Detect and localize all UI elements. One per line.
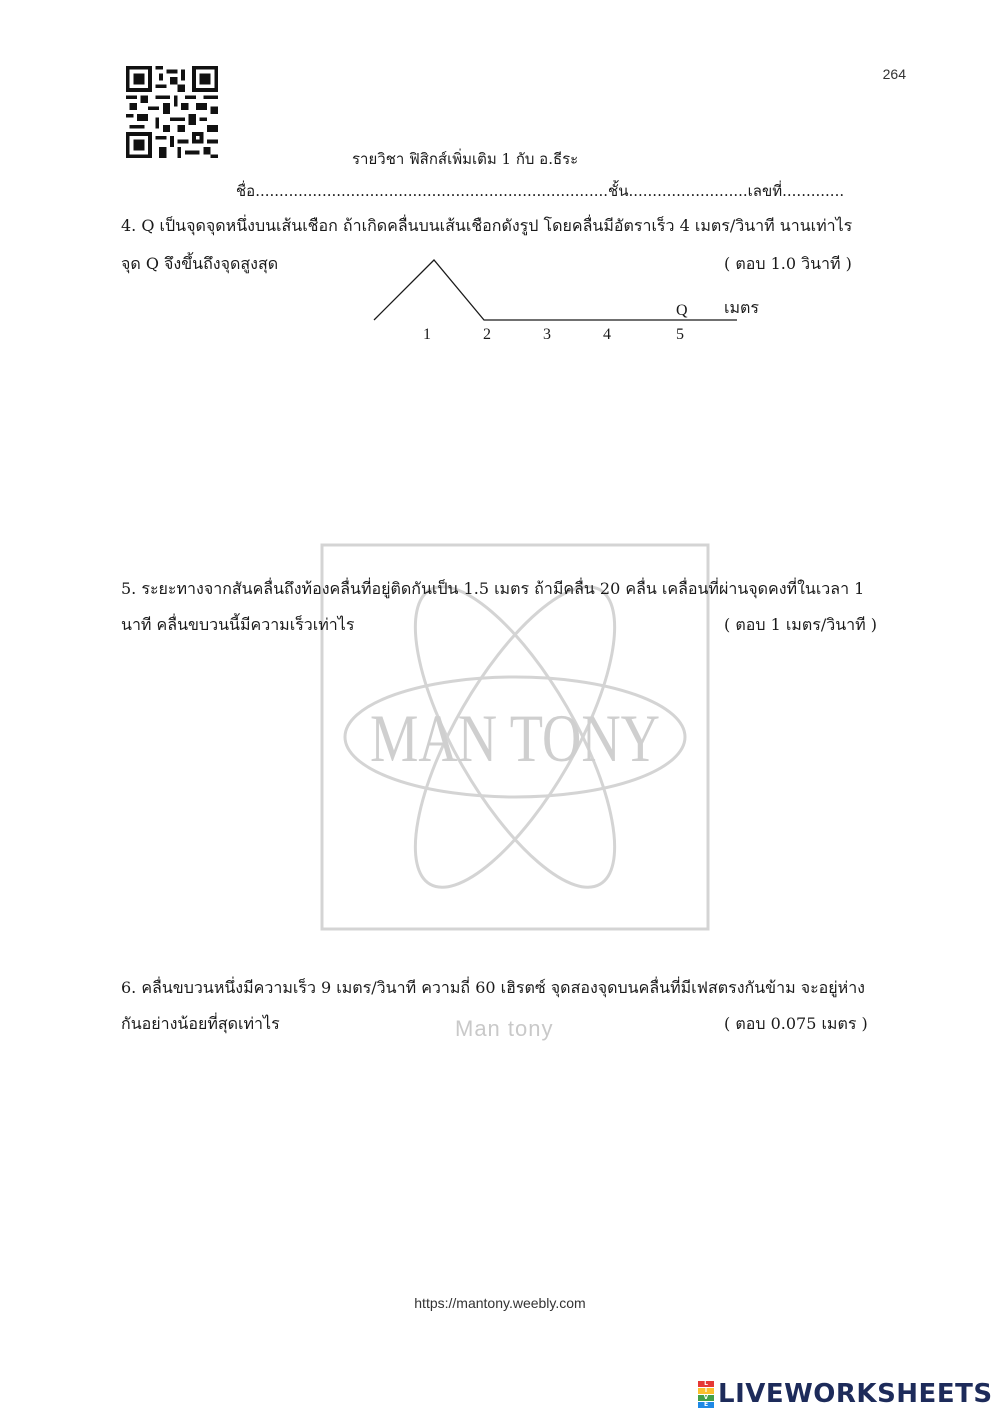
unit-label: เมตร: [724, 300, 759, 317]
liveworksheets-logo[interactable]: [698, 1379, 993, 1409]
question-5-answer: ( ตอบ 1 เมตร/วินาที ): [724, 615, 878, 634]
watermark-logo-text: MAN TONY: [370, 700, 660, 776]
point-q-label: Q: [676, 302, 688, 319]
watermark-small-text: Man tony: [455, 1016, 554, 1041]
course-title: รายวิชา ฟิสิกส์เพิ่มเติม 1 กับ อ.ธีระ: [352, 150, 579, 168]
question-4-line-1: 4. Q เป็นจุดจุดหนึ่งบนเส้นเชือก ถ้าเกิดคลื่นบนเส้นเชือกดังรูป โดยคลื่นมีอัตราเร็ว 4 เมตร/วินาที นานเท่าไร: [121, 216, 853, 235]
tick-label: 5: [676, 326, 684, 343]
wave-diagram: [368, 254, 768, 349]
question-4-line-2: จุด Q จึงขึ้นถึงจุดสูงสุด: [121, 254, 279, 273]
qr-code-icon: [126, 66, 218, 158]
tick-label: 2: [483, 326, 491, 343]
tick-label: 4: [603, 326, 611, 343]
liveworksheets-icon: L I V E: [698, 1381, 714, 1407]
tick-label: 1: [423, 326, 431, 343]
footer-url[interactable]: https://mantony.weebly.com: [414, 1295, 586, 1311]
question-5-line-2: นาที คลื่นขบวนนี้มีความเร็วเท่าไร: [121, 615, 355, 634]
question-5-line-1: 5. ระยะทางจากสันคลื่นถึงท้องคลื่นที่อยู่ติดกันเป็น 1.5 เมตร ถ้ามีคลื่น 20 คลื่น เคลื่อนที่ผ่านจุดคงที่ในเวลา 1: [121, 579, 865, 598]
student-info-line: ชื่อ..........................................................................ชั้น.........................เลขที่.............: [236, 182, 845, 200]
question-4-answer: ( ตอบ 1.0 วินาที ): [724, 254, 852, 273]
page-number: 264: [882, 66, 906, 82]
question-6-line-1: 6. คลื่นขบวนหนึ่งมีความเร็ว 9 เมตร/วินาที ความถี่ 60 เฮิรตซ์ จุดสองจุดบนคลื่นที่มีเฟสตรงกันข้าม จะอยู่ห่าง: [121, 978, 865, 997]
question-6-line-2: กันอย่างน้อยที่สุดเท่าไร: [121, 1014, 280, 1033]
tick-label: 3: [543, 326, 551, 343]
question-6-answer: ( ตอบ 0.075 เมตร ): [724, 1014, 868, 1033]
liveworksheets-brand: LIVEWORKSHEETS: [718, 1379, 993, 1409]
